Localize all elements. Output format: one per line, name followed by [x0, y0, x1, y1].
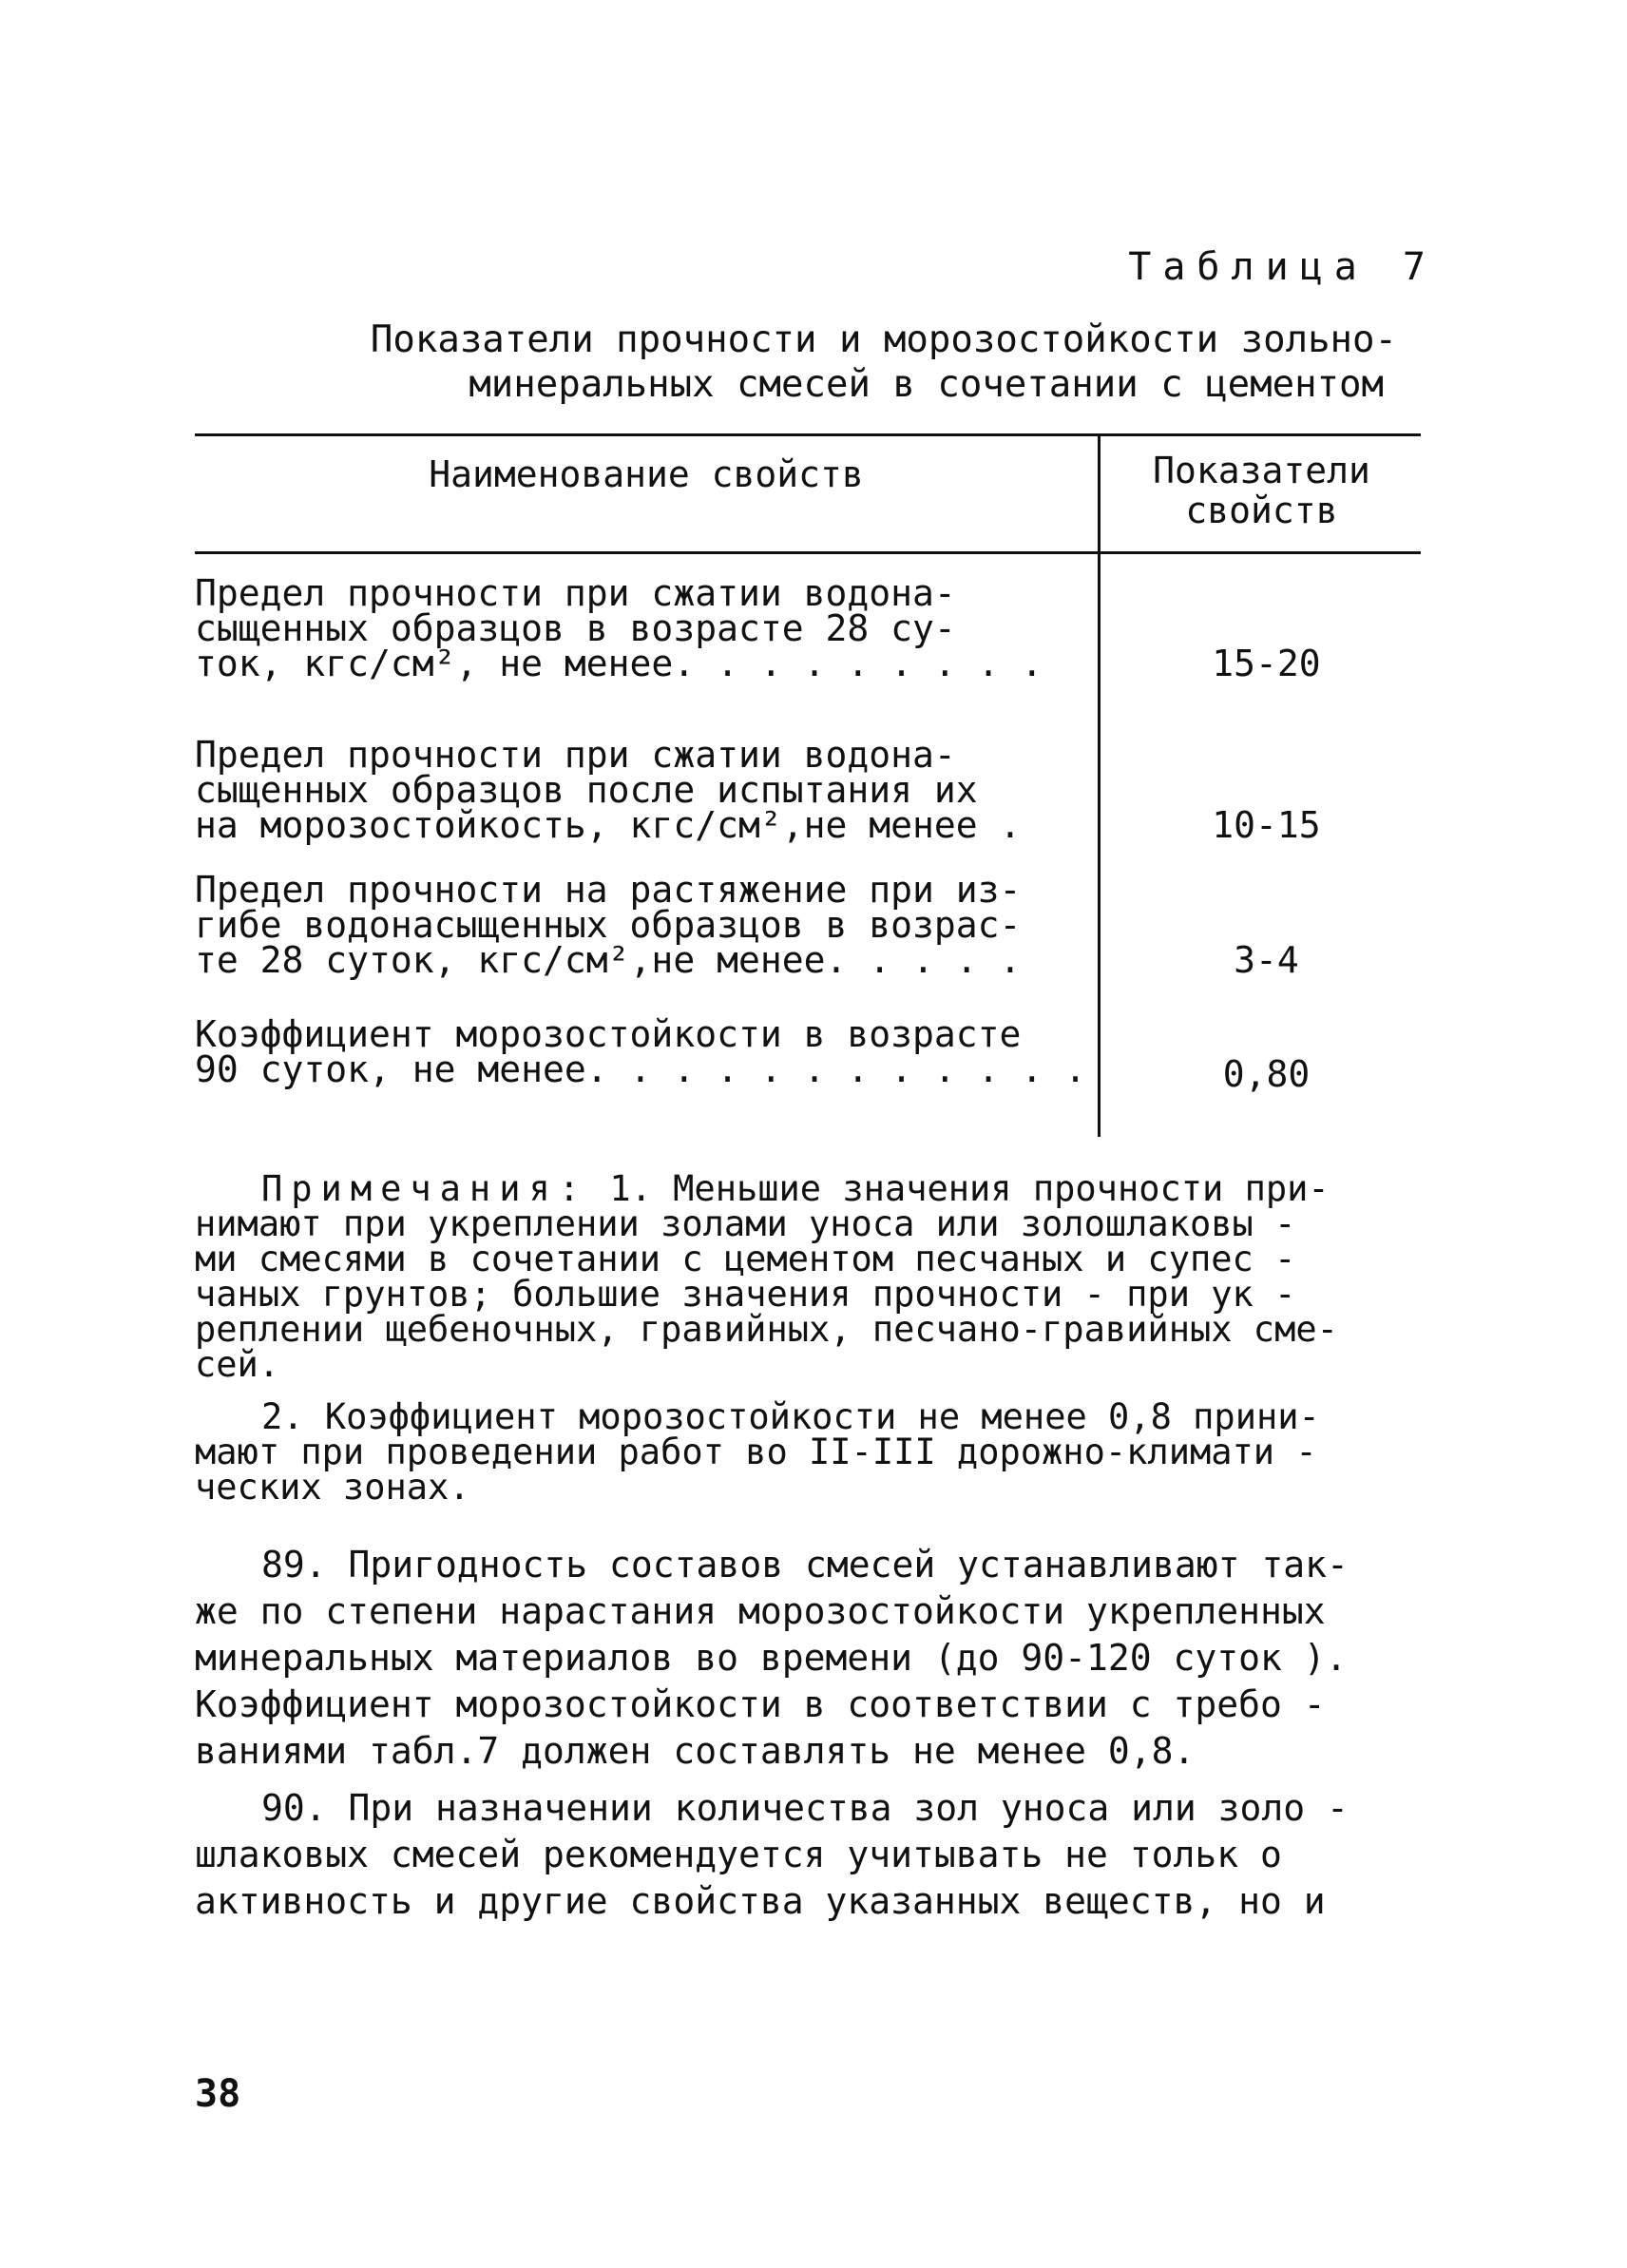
table-row-value: 10-15: [1212, 804, 1321, 846]
paragraph-90: [195, 1785, 1430, 1925]
paragraph-line: же по степени нарастания морозостойкости укрепленных: [195, 1590, 1326, 1632]
row-line: Коэффициент морозостойкости в возрасте: [195, 1013, 1022, 1055]
table-number: Таблица 7: [1128, 245, 1437, 289]
row-line: Предел прочности на растяжение при из-: [195, 869, 1022, 911]
header-value-line: Показатели: [1153, 450, 1370, 491]
paragraph-line: активность и другие свойства указанных веществ, но и: [195, 1880, 1326, 1922]
note-line: [195, 1168, 1430, 1209]
header-property-value: [1102, 451, 1421, 530]
row-line: те 28 суток, кгс/см²,не менее. . . . .: [195, 939, 1022, 981]
table-title-line: минеральных смесей в сочетании с цементом: [469, 363, 1384, 406]
header-property-name: Наименование свойств: [429, 453, 864, 495]
table-row-value: 3-4: [1234, 939, 1299, 981]
table-title: [314, 317, 1397, 407]
note-line: ми смесями в сочетании с цементом песчаных и супес -: [195, 1239, 1296, 1279]
note-line: ческих зонах.: [195, 1467, 470, 1508]
row-line: сыщенных образцов в возрасте 28 су-: [195, 607, 956, 649]
paragraph-89: [195, 1542, 1430, 1775]
note-text: 1. Меньшие значения прочности при-: [609, 1168, 1330, 1209]
paragraph-line: ваниями табл.7 должен составлять не менее 0,8.: [195, 1730, 1196, 1772]
note-line: реплении щебеночных, гравийных, песчано-гравийных сме-: [195, 1309, 1338, 1350]
table-row-name: [195, 869, 1107, 981]
table-row-value: 15-20: [1212, 643, 1321, 684]
header-value-line: свойств: [1185, 490, 1338, 531]
note-line: мают при проведении работ во II-III дорожно-климати -: [195, 1432, 1317, 1472]
row-line: сыщенных образцов после испытания их: [195, 769, 978, 811]
row-line: Предел прочности при сжатии водона-: [195, 572, 956, 614]
paragraph-line: шлаковых смесей рекомендуется учитывать не тольк о: [195, 1834, 1282, 1875]
table-row-name: [195, 1013, 1107, 1090]
table-notes: [195, 1168, 1430, 1508]
table-row-value: 0,80: [1222, 1053, 1311, 1095]
paragraph-line: Коэффициент морозостойкости в соответствии с требо -: [195, 1683, 1326, 1725]
paragraph-line: минеральных материалов во времени (до 90-120 суток ).: [195, 1637, 1348, 1679]
paragraph-line: 90. При назначении количества зол уноса или золо -: [261, 1787, 1349, 1829]
table-top-rule: [195, 433, 1421, 436]
row-line: гибе водонасыщенных образцов в возрас-: [195, 904, 1022, 946]
row-line: ток, кгс/см², не менее. . . . . . . . .: [195, 643, 1043, 684]
table-title-line: Показатели прочности и морозостойкости зольно-: [370, 318, 1397, 361]
note-line: сей.: [195, 1344, 280, 1385]
table-header-rule: [195, 551, 1421, 554]
row-line: Предел прочности при сжатии водона-: [195, 734, 956, 776]
table-row-name: [195, 734, 1107, 846]
page-number: 38: [195, 2072, 241, 2116]
note-line: нимают при укреплении золами уноса или золошлаковы -: [195, 1203, 1296, 1244]
note-line: 2. Коэффициент морозостойкости не менее 0,8 прини-: [261, 1396, 1320, 1437]
row-line: на морозостойкость, кгс/см²,не менее .: [195, 804, 1022, 846]
note-line: чаных грунтов; большие значения прочности - при ук -: [195, 1274, 1296, 1315]
paragraph-line: 89. Пригодность составов смесей устанавливают так-: [261, 1544, 1349, 1586]
row-line: 90 суток, не менее. . . . . . . . . . . .: [195, 1048, 1086, 1090]
table-row-name: [195, 572, 1107, 684]
notes-label: Примечания:: [261, 1168, 589, 1209]
